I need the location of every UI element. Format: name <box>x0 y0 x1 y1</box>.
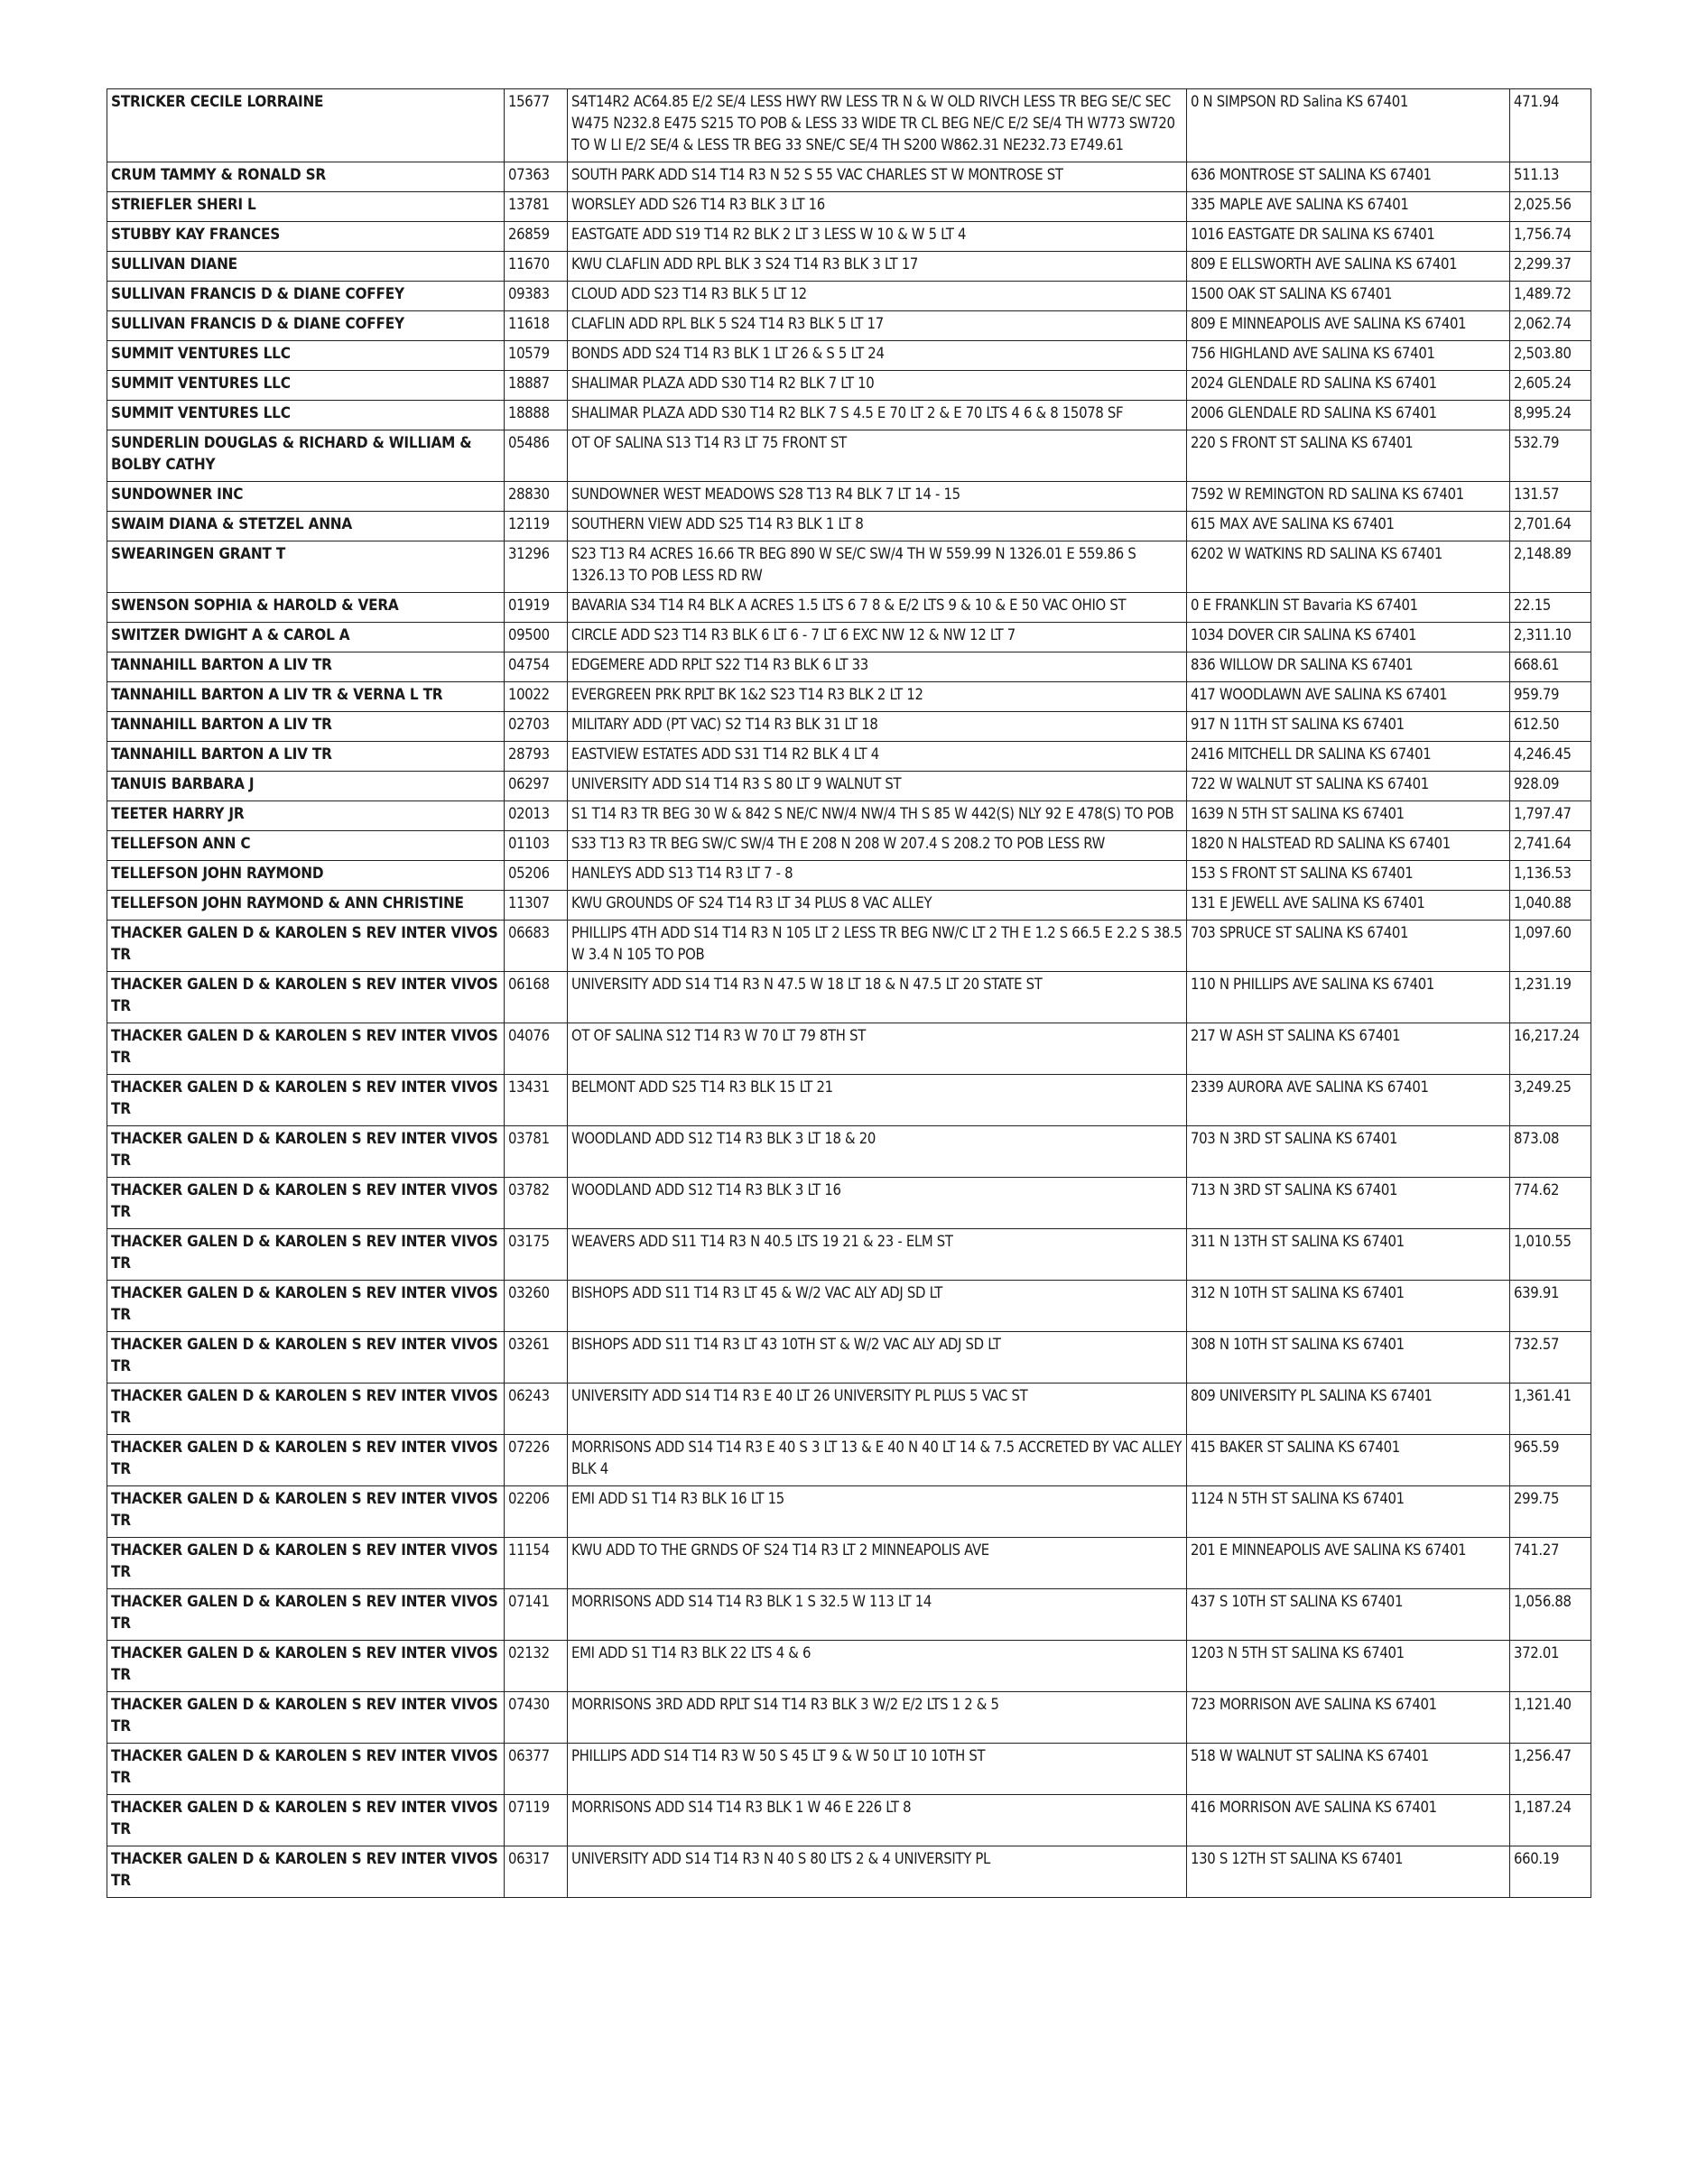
table-row <box>107 192 1591 222</box>
amount-due-cell: 1,056.88 <box>1510 1589 1591 1641</box>
property-address-cell: 0 E FRANKLIN ST Bavaria KS 67401 <box>1187 593 1510 623</box>
property-address-cell: 1016 EASTGATE DR SALINA KS 67401 <box>1187 222 1510 252</box>
owner-name-cell: SWENSON SOPHIA & HAROLD & VERA <box>107 593 505 623</box>
parcel-id-cell: 04754 <box>505 652 568 682</box>
property-address-cell: 130 S 12TH ST SALINA KS 67401 <box>1187 1846 1510 1898</box>
owner-name-cell: TANUIS BARBARA J <box>107 772 505 801</box>
parcel-id-cell: 01103 <box>505 831 568 861</box>
legal-description-cell: SOUTHERN VIEW ADD S25 T14 R3 BLK 1 LT 8 <box>568 512 1187 541</box>
table-row <box>107 311 1591 341</box>
legal-description-cell: SUNDOWNER WEST MEADOWS S28 T13 R4 BLK 7 LT 14 - 15 <box>568 482 1187 512</box>
property-address-cell: 723 MORRISON AVE SALINA KS 67401 <box>1187 1692 1510 1744</box>
amount-due-cell: 928.09 <box>1510 772 1591 801</box>
parcel-id-cell: 11670 <box>505 252 568 282</box>
amount-due-cell: 774.62 <box>1510 1178 1591 1229</box>
owner-name-cell: SULLIVAN FRANCIS D & DIANE COFFEY <box>107 282 505 311</box>
parcel-id-cell: 11307 <box>505 891 568 921</box>
owner-name-cell: THACKER GALEN D & KAROLEN S REV INTER VIVOS TR <box>107 1692 505 1744</box>
property-address-cell: 703 N 3RD ST SALINA KS 67401 <box>1187 1126 1510 1178</box>
table-row <box>107 1281 1591 1332</box>
amount-due-cell: 873.08 <box>1510 1126 1591 1178</box>
legal-description-cell: MORRISONS ADD S14 T14 R3 BLK 1 S 32.5 W 113 LT 14 <box>568 1589 1187 1641</box>
amount-due-cell: 612.50 <box>1510 712 1591 742</box>
legal-description-cell: UNIVERSITY ADD S14 T14 R3 N 47.5 W 18 LT 18 & N 47.5 LT 20 STATE ST <box>568 972 1187 1023</box>
amount-due-cell: 1,187.24 <box>1510 1795 1591 1846</box>
owner-name-cell: THACKER GALEN D & KAROLEN S REV INTER VIVOS TR <box>107 1641 505 1692</box>
owner-name-cell: SUMMIT VENTURES LLC <box>107 371 505 401</box>
table-row <box>107 1126 1591 1178</box>
amount-due-cell: 1,361.41 <box>1510 1384 1591 1435</box>
owner-name-cell: THACKER GALEN D & KAROLEN S REV INTER VIVOS TR <box>107 1075 505 1126</box>
table-row <box>107 371 1591 401</box>
parcel-id-cell: 18888 <box>505 401 568 430</box>
amount-due-cell: 3,249.25 <box>1510 1075 1591 1126</box>
property-address-cell: 917 N 11TH ST SALINA KS 67401 <box>1187 712 1510 742</box>
amount-due-cell: 1,121.40 <box>1510 1692 1591 1744</box>
parcel-id-cell: 11154 <box>505 1538 568 1589</box>
parcel-id-cell: 02013 <box>505 801 568 831</box>
owner-name-cell: TANNAHILL BARTON A LIV TR & VERNA L TR <box>107 682 505 712</box>
owner-name-cell: THACKER GALEN D & KAROLEN S REV INTER VIVOS TR <box>107 1435 505 1486</box>
amount-due-cell: 2,025.56 <box>1510 192 1591 222</box>
parcel-id-cell: 07141 <box>505 1589 568 1641</box>
legal-description-cell: CLOUD ADD S23 T14 R3 BLK 5 LT 12 <box>568 282 1187 311</box>
amount-due-cell: 2,062.74 <box>1510 311 1591 341</box>
amount-due-cell: 131.57 <box>1510 482 1591 512</box>
property-address-cell: 1639 N 5TH ST SALINA KS 67401 <box>1187 801 1510 831</box>
amount-due-cell: 532.79 <box>1510 430 1591 482</box>
amount-due-cell: 2,605.24 <box>1510 371 1591 401</box>
owner-name-cell: THACKER GALEN D & KAROLEN S REV INTER VIVOS TR <box>107 1744 505 1795</box>
owner-name-cell: TANNAHILL BARTON A LIV TR <box>107 652 505 682</box>
property-address-cell: 417 WOODLAWN AVE SALINA KS 67401 <box>1187 682 1510 712</box>
parcel-id-cell: 06168 <box>505 972 568 1023</box>
owner-name-cell: STRICKER CECILE LORRAINE <box>107 89 505 162</box>
parcel-id-cell: 02703 <box>505 712 568 742</box>
property-address-cell: 809 E ELLSWORTH AVE SALINA KS 67401 <box>1187 252 1510 282</box>
legal-description-cell: MORRISONS 3RD ADD RPLT S14 T14 R3 BLK 3 W/2 E/2 LTS 1 2 & 5 <box>568 1692 1187 1744</box>
property-address-cell: 1820 N HALSTEAD RD SALINA KS 67401 <box>1187 831 1510 861</box>
legal-description-cell: OT OF SALINA S13 T14 R3 LT 75 FRONT ST <box>568 430 1187 482</box>
table-row <box>107 430 1591 482</box>
table-row <box>107 831 1591 861</box>
table-row <box>107 972 1591 1023</box>
parcel-id-cell: 02132 <box>505 1641 568 1692</box>
legal-description-cell: CIRCLE ADD S23 T14 R3 BLK 6 LT 6 - 7 LT 6 EXC NW 12 & NW 12 LT 7 <box>568 623 1187 652</box>
legal-description-cell: BELMONT ADD S25 T14 R3 BLK 15 LT 21 <box>568 1075 1187 1126</box>
legal-description-cell: BISHOPS ADD S11 T14 R3 LT 45 & W/2 VAC ALY ADJ SD LT <box>568 1281 1187 1332</box>
table-row <box>107 1435 1591 1486</box>
table-row <box>107 1486 1591 1538</box>
property-address-cell: 1124 N 5TH ST SALINA KS 67401 <box>1187 1486 1510 1538</box>
legal-description-cell: EASTVIEW ESTATES ADD S31 T14 R2 BLK 4 LT 4 <box>568 742 1187 772</box>
parcel-id-cell: 05486 <box>505 430 568 482</box>
table-row <box>107 482 1591 512</box>
amount-due-cell: 16,217.24 <box>1510 1023 1591 1075</box>
property-address-cell: 1034 DOVER CIR SALINA KS 67401 <box>1187 623 1510 652</box>
legal-description-cell: KWU CLAFLIN ADD RPL BLK 3 S24 T14 R3 BLK 3 LT 17 <box>568 252 1187 282</box>
amount-due-cell: 1,256.47 <box>1510 1744 1591 1795</box>
property-address-cell: 2006 GLENDALE RD SALINA KS 67401 <box>1187 401 1510 430</box>
parcel-id-cell: 18887 <box>505 371 568 401</box>
property-address-cell: 1500 OAK ST SALINA KS 67401 <box>1187 282 1510 311</box>
owner-name-cell: THACKER GALEN D & KAROLEN S REV INTER VIVOS TR <box>107 1126 505 1178</box>
property-address-cell: 217 W ASH ST SALINA KS 67401 <box>1187 1023 1510 1075</box>
legal-description-cell: EMI ADD S1 T14 R3 BLK 16 LT 15 <box>568 1486 1187 1538</box>
owner-name-cell: TELLEFSON ANN C <box>107 831 505 861</box>
table-row <box>107 712 1591 742</box>
amount-due-cell: 1,040.88 <box>1510 891 1591 921</box>
property-address-cell: 756 HIGHLAND AVE SALINA KS 67401 <box>1187 341 1510 371</box>
amount-due-cell: 1,797.47 <box>1510 801 1591 831</box>
amount-due-cell: 1,489.72 <box>1510 282 1591 311</box>
property-address-cell: 809 E MINNEAPOLIS AVE SALINA KS 67401 <box>1187 311 1510 341</box>
legal-description-cell: EDGEMERE ADD RPLT S22 T14 R3 BLK 6 LT 33 <box>568 652 1187 682</box>
table-row <box>107 1023 1591 1075</box>
amount-due-cell: 22.15 <box>1510 593 1591 623</box>
property-address-cell: 416 MORRISON AVE SALINA KS 67401 <box>1187 1795 1510 1846</box>
table-row <box>107 1641 1591 1692</box>
owner-name-cell: SWITZER DWIGHT A & CAROL A <box>107 623 505 652</box>
parcel-id-cell: 03260 <box>505 1281 568 1332</box>
legal-description-cell: KWU ADD TO THE GRNDS OF S24 T14 R3 LT 2 MINNEAPOLIS AVE <box>568 1538 1187 1589</box>
parcel-id-cell: 13781 <box>505 192 568 222</box>
table-row <box>107 682 1591 712</box>
amount-due-cell: 2,741.64 <box>1510 831 1591 861</box>
table-row <box>107 921 1591 972</box>
property-address-cell: 2024 GLENDALE RD SALINA KS 67401 <box>1187 371 1510 401</box>
property-address-cell: 131 E JEWELL AVE SALINA KS 67401 <box>1187 891 1510 921</box>
owner-name-cell: THACKER GALEN D & KAROLEN S REV INTER VIVOS TR <box>107 921 505 972</box>
parcel-id-cell: 12119 <box>505 512 568 541</box>
delinquent-tax-table <box>107 88 1591 1898</box>
table-row <box>107 512 1591 541</box>
table-row <box>107 541 1591 593</box>
legal-description-cell: CLAFLIN ADD RPL BLK 5 S24 T14 R3 BLK 5 LT 17 <box>568 311 1187 341</box>
table-row <box>107 1075 1591 1126</box>
property-address-cell: 6202 W WATKINS RD SALINA KS 67401 <box>1187 541 1510 593</box>
amount-due-cell: 732.57 <box>1510 1332 1591 1384</box>
legal-description-cell: UNIVERSITY ADD S14 T14 R3 N 40 S 80 LTS 2 & 4 UNIVERSITY PL <box>568 1846 1187 1898</box>
table-row <box>107 652 1591 682</box>
amount-due-cell: 1,136.53 <box>1510 861 1591 891</box>
parcel-id-cell: 26859 <box>505 222 568 252</box>
table-row <box>107 252 1591 282</box>
amount-due-cell: 1,010.55 <box>1510 1229 1591 1281</box>
amount-due-cell: 741.27 <box>1510 1538 1591 1589</box>
owner-name-cell: THACKER GALEN D & KAROLEN S REV INTER VIVOS TR <box>107 1178 505 1229</box>
amount-due-cell: 8,995.24 <box>1510 401 1591 430</box>
owner-name-cell: TANNAHILL BARTON A LIV TR <box>107 712 505 742</box>
legal-description-cell: BISHOPS ADD S11 T14 R3 LT 43 10TH ST & W/2 VAC ALY ADJ SD LT <box>568 1332 1187 1384</box>
parcel-id-cell: 06317 <box>505 1846 568 1898</box>
amount-due-cell: 2,701.64 <box>1510 512 1591 541</box>
table-row <box>107 282 1591 311</box>
table-row <box>107 1795 1591 1846</box>
legal-description-cell: PHILLIPS ADD S14 T14 R3 W 50 S 45 LT 9 & W 50 LT 10 10TH ST <box>568 1744 1187 1795</box>
table-row <box>107 1589 1591 1641</box>
parcel-id-cell: 03782 <box>505 1178 568 1229</box>
amount-due-cell: 372.01 <box>1510 1641 1591 1692</box>
owner-name-cell: TANNAHILL BARTON A LIV TR <box>107 742 505 772</box>
owner-name-cell: THACKER GALEN D & KAROLEN S REV INTER VIVOS TR <box>107 1486 505 1538</box>
owner-name-cell: SUMMIT VENTURES LLC <box>107 341 505 371</box>
table-row <box>107 222 1591 252</box>
parcel-id-cell: 09383 <box>505 282 568 311</box>
table-row <box>107 593 1591 623</box>
amount-due-cell: 511.13 <box>1510 162 1591 192</box>
owner-name-cell: THACKER GALEN D & KAROLEN S REV INTER VIVOS TR <box>107 1281 505 1332</box>
property-address-cell: 703 SPRUCE ST SALINA KS 67401 <box>1187 921 1510 972</box>
table-row <box>107 1384 1591 1435</box>
owner-name-cell: THACKER GALEN D & KAROLEN S REV INTER VIVOS TR <box>107 1589 505 1641</box>
table-row <box>107 1846 1591 1898</box>
owner-name-cell: TEETER HARRY JR <box>107 801 505 831</box>
owner-name-cell: THACKER GALEN D & KAROLEN S REV INTER VIVOS TR <box>107 972 505 1023</box>
table-row <box>107 1744 1591 1795</box>
owner-name-cell: THACKER GALEN D & KAROLEN S REV INTER VIVOS TR <box>107 1023 505 1075</box>
owner-name-cell: STRIEFLER SHERI L <box>107 192 505 222</box>
amount-due-cell: 471.94 <box>1510 89 1591 162</box>
table-row <box>107 1178 1591 1229</box>
owner-name-cell: STUBBY KAY FRANCES <box>107 222 505 252</box>
legal-description-cell: BONDS ADD S24 T14 R3 BLK 1 LT 26 & S 5 LT 24 <box>568 341 1187 371</box>
property-address-cell: 201 E MINNEAPOLIS AVE SALINA KS 67401 <box>1187 1538 1510 1589</box>
owner-name-cell: SULLIVAN FRANCIS D & DIANE COFFEY <box>107 311 505 341</box>
legal-description-cell: SOUTH PARK ADD S14 T14 R3 N 52 S 55 VAC CHARLES ST W MONTROSE ST <box>568 162 1187 192</box>
amount-due-cell: 2,503.80 <box>1510 341 1591 371</box>
table-row <box>107 742 1591 772</box>
legal-description-cell: SHALIMAR PLAZA ADD S30 T14 R2 BLK 7 S 4.5 E 70 LT 2 & E 70 LTS 4 6 & 8 15078 SF <box>568 401 1187 430</box>
property-address-cell: 153 S FRONT ST SALINA KS 67401 <box>1187 861 1510 891</box>
amount-due-cell: 299.75 <box>1510 1486 1591 1538</box>
property-address-cell: 615 MAX AVE SALINA KS 67401 <box>1187 512 1510 541</box>
parcel-id-cell: 05206 <box>505 861 568 891</box>
owner-name-cell: SWEARINGEN GRANT T <box>107 541 505 593</box>
parcel-id-cell: 07226 <box>505 1435 568 1486</box>
property-address-cell: 437 S 10TH ST SALINA KS 67401 <box>1187 1589 1510 1641</box>
amount-due-cell: 639.91 <box>1510 1281 1591 1332</box>
property-address-cell: 2339 AURORA AVE SALINA KS 67401 <box>1187 1075 1510 1126</box>
amount-due-cell: 1,097.60 <box>1510 921 1591 972</box>
parcel-id-cell: 07363 <box>505 162 568 192</box>
legal-description-cell: WORSLEY ADD S26 T14 R3 BLK 3 LT 16 <box>568 192 1187 222</box>
property-address-cell: 722 W WALNUT ST SALINA KS 67401 <box>1187 772 1510 801</box>
amount-due-cell: 2,148.89 <box>1510 541 1591 593</box>
legal-description-cell: S23 T13 R4 ACRES 16.66 TR BEG 890 W SE/C SW/4 TH W 559.99 N 1326.01 E 559.86 S 1326.13 TO POB LESS RD RW <box>568 541 1187 593</box>
owner-name-cell: THACKER GALEN D & KAROLEN S REV INTER VIVOS TR <box>107 1538 505 1589</box>
table-row <box>107 861 1591 891</box>
parcel-id-cell: 02206 <box>505 1486 568 1538</box>
table-row <box>107 89 1591 162</box>
owner-name-cell: SUNDERLIN DOUGLAS & RICHARD & WILLIAM & BOLBY CATHY <box>107 430 505 482</box>
owner-name-cell: TELLEFSON JOHN RAYMOND & ANN CHRISTINE <box>107 891 505 921</box>
parcel-id-cell: 03261 <box>505 1332 568 1384</box>
property-address-cell: 415 BAKER ST SALINA KS 67401 <box>1187 1435 1510 1486</box>
amount-due-cell: 959.79 <box>1510 682 1591 712</box>
parcel-id-cell: 09500 <box>505 623 568 652</box>
parcel-id-cell: 07119 <box>505 1795 568 1846</box>
parcel-id-cell: 04076 <box>505 1023 568 1075</box>
owner-name-cell: THACKER GALEN D & KAROLEN S REV INTER VIVOS TR <box>107 1384 505 1435</box>
property-address-cell: 312 N 10TH ST SALINA KS 67401 <box>1187 1281 1510 1332</box>
table-row <box>107 772 1591 801</box>
property-address-cell: 636 MONTROSE ST SALINA KS 67401 <box>1187 162 1510 192</box>
property-address-cell: 311 N 13TH ST SALINA KS 67401 <box>1187 1229 1510 1281</box>
amount-due-cell: 2,299.37 <box>1510 252 1591 282</box>
parcel-id-cell: 01919 <box>505 593 568 623</box>
parcel-id-cell: 10579 <box>505 341 568 371</box>
legal-description-cell: HANLEYS ADD S13 T14 R3 LT 7 - 8 <box>568 861 1187 891</box>
property-address-cell: 518 W WALNUT ST SALINA KS 67401 <box>1187 1744 1510 1795</box>
owner-name-cell: SWAIM DIANA & STETZEL ANNA <box>107 512 505 541</box>
property-address-cell: 110 N PHILLIPS AVE SALINA KS 67401 <box>1187 972 1510 1023</box>
legal-description-cell: MORRISONS ADD S14 T14 R3 BLK 1 W 46 E 226 LT 8 <box>568 1795 1187 1846</box>
legal-description-cell: EMI ADD S1 T14 R3 BLK 22 LTS 4 & 6 <box>568 1641 1187 1692</box>
amount-due-cell: 668.61 <box>1510 652 1591 682</box>
legal-description-cell: PHILLIPS 4TH ADD S14 T14 R3 N 105 LT 2 LESS TR BEG NW/C LT 2 TH E 1.2 S 66.5 E 2.2 S 38.5 W 3.4 N 105 TO POB <box>568 921 1187 972</box>
property-address-cell: 7592 W REMINGTON RD SALINA KS 67401 <box>1187 482 1510 512</box>
legal-description-cell: UNIVERSITY ADD S14 T14 R3 S 80 LT 9 WALNUT ST <box>568 772 1187 801</box>
table-row <box>107 1332 1591 1384</box>
legal-description-cell: EASTGATE ADD S19 T14 R2 BLK 2 LT 3 LESS W 10 & W 5 LT 4 <box>568 222 1187 252</box>
owner-name-cell: THACKER GALEN D & KAROLEN S REV INTER VIVOS TR <box>107 1846 505 1898</box>
parcel-id-cell: 06377 <box>505 1744 568 1795</box>
parcel-id-cell: 31296 <box>505 541 568 593</box>
owner-name-cell: SULLIVAN DIANE <box>107 252 505 282</box>
parcel-id-cell: 13431 <box>505 1075 568 1126</box>
property-address-cell: 836 WILLOW DR SALINA KS 67401 <box>1187 652 1510 682</box>
parcel-id-cell: 06297 <box>505 772 568 801</box>
legal-description-cell: WOODLAND ADD S12 T14 R3 BLK 3 LT 16 <box>568 1178 1187 1229</box>
property-address-cell: 308 N 10TH ST SALINA KS 67401 <box>1187 1332 1510 1384</box>
legal-description-cell: MORRISONS ADD S14 T14 R3 E 40 S 3 LT 13 & E 40 N 40 LT 14 & 7.5 ACCRETED BY VAC ALLEY BLK 4 <box>568 1435 1187 1486</box>
amount-due-cell: 965.59 <box>1510 1435 1591 1486</box>
table-row <box>107 341 1591 371</box>
table-row <box>107 1538 1591 1589</box>
legal-description-cell: OT OF SALINA S12 T14 R3 W 70 LT 79 8TH ST <box>568 1023 1187 1075</box>
amount-due-cell: 660.19 <box>1510 1846 1591 1898</box>
owner-name-cell: THACKER GALEN D & KAROLEN S REV INTER VIVOS TR <box>107 1332 505 1384</box>
table-row <box>107 1692 1591 1744</box>
property-address-cell: 809 UNIVERSITY PL SALINA KS 67401 <box>1187 1384 1510 1435</box>
table-row <box>107 623 1591 652</box>
parcel-id-cell: 03781 <box>505 1126 568 1178</box>
owner-name-cell: SUNDOWNER INC <box>107 482 505 512</box>
parcel-id-cell: 28793 <box>505 742 568 772</box>
table-row <box>107 162 1591 192</box>
parcel-id-cell: 11618 <box>505 311 568 341</box>
legal-description-cell: UNIVERSITY ADD S14 T14 R3 E 40 LT 26 UNIVERSITY PL PLUS 5 VAC ST <box>568 1384 1187 1435</box>
parcel-id-cell: 03175 <box>505 1229 568 1281</box>
parcel-id-cell: 06683 <box>505 921 568 972</box>
legal-description-cell: KWU GROUNDS OF S24 T14 R3 LT 34 PLUS 8 VAC ALLEY <box>568 891 1187 921</box>
legal-description-cell: S4T14R2 AC64.85 E/2 SE/4 LESS HWY RW LESS TR N & W OLD RIVCH LESS TR BEG SE/C SEC W475 N232.8 E475 S215 TO POB & LESS 33 WIDE TR CL BEG NE/C E/2 SE/4 TH W773 SW720 TO W LI E/2 SE/4 & LESS TR BEG 33 SNE/C SE/4 TH S200 W862.31 NE232.73 E749.61 <box>568 89 1187 162</box>
owner-name-cell: THACKER GALEN D & KAROLEN S REV INTER VIVOS TR <box>107 1229 505 1281</box>
parcel-id-cell: 15677 <box>505 89 568 162</box>
property-address-cell: 713 N 3RD ST SALINA KS 67401 <box>1187 1178 1510 1229</box>
table-body <box>107 89 1591 1898</box>
property-address-cell: 2416 MITCHELL DR SALINA KS 67401 <box>1187 742 1510 772</box>
property-address-cell: 0 N SIMPSON RD Salina KS 67401 <box>1187 89 1510 162</box>
legal-description-cell: BAVARIA S34 T14 R4 BLK A ACRES 1.5 LTS 6 7 8 & E/2 LTS 9 & 10 & E 50 VAC OHIO ST <box>568 593 1187 623</box>
parcel-id-cell: 07430 <box>505 1692 568 1744</box>
legal-description-cell: SHALIMAR PLAZA ADD S30 T14 R2 BLK 7 LT 10 <box>568 371 1187 401</box>
parcel-id-cell: 06243 <box>505 1384 568 1435</box>
legal-description-cell: EVERGREEN PRK RPLT BK 1&2 S23 T14 R3 BLK 2 LT 12 <box>568 682 1187 712</box>
property-address-cell: 1203 N 5TH ST SALINA KS 67401 <box>1187 1641 1510 1692</box>
owner-name-cell: CRUM TAMMY & RONALD SR <box>107 162 505 192</box>
legal-description-cell: MILITARY ADD (PT VAC) S2 T14 R3 BLK 31 LT 18 <box>568 712 1187 742</box>
owner-name-cell: THACKER GALEN D & KAROLEN S REV INTER VIVOS TR <box>107 1795 505 1846</box>
parcel-id-cell: 10022 <box>505 682 568 712</box>
table-row <box>107 1229 1591 1281</box>
legal-description-cell: S33 T13 R3 TR BEG SW/C SW/4 TH E 208 N 208 W 207.4 S 208.2 TO POB LESS RW <box>568 831 1187 861</box>
parcel-id-cell: 28830 <box>505 482 568 512</box>
table-row <box>107 891 1591 921</box>
amount-due-cell: 4,246.45 <box>1510 742 1591 772</box>
property-address-cell: 220 S FRONT ST SALINA KS 67401 <box>1187 430 1510 482</box>
legal-description-cell: WOODLAND ADD S12 T14 R3 BLK 3 LT 18 & 20 <box>568 1126 1187 1178</box>
table-row <box>107 801 1591 831</box>
amount-due-cell: 2,311.10 <box>1510 623 1591 652</box>
legal-description-cell: S1 T14 R3 TR BEG 30 W & 842 S NE/C NW/4 NW/4 TH S 85 W 442(S) NLY 92 E 478(S) TO POB <box>568 801 1187 831</box>
owner-name-cell: TELLEFSON JOHN RAYMOND <box>107 861 505 891</box>
owner-name-cell: SUMMIT VENTURES LLC <box>107 401 505 430</box>
property-address-cell: 335 MAPLE AVE SALINA KS 67401 <box>1187 192 1510 222</box>
amount-due-cell: 1,231.19 <box>1510 972 1591 1023</box>
table-row <box>107 401 1591 430</box>
legal-description-cell: WEAVERS ADD S11 T14 R3 N 40.5 LTS 19 21 & 23 - ELM ST <box>568 1229 1187 1281</box>
amount-due-cell: 1,756.74 <box>1510 222 1591 252</box>
